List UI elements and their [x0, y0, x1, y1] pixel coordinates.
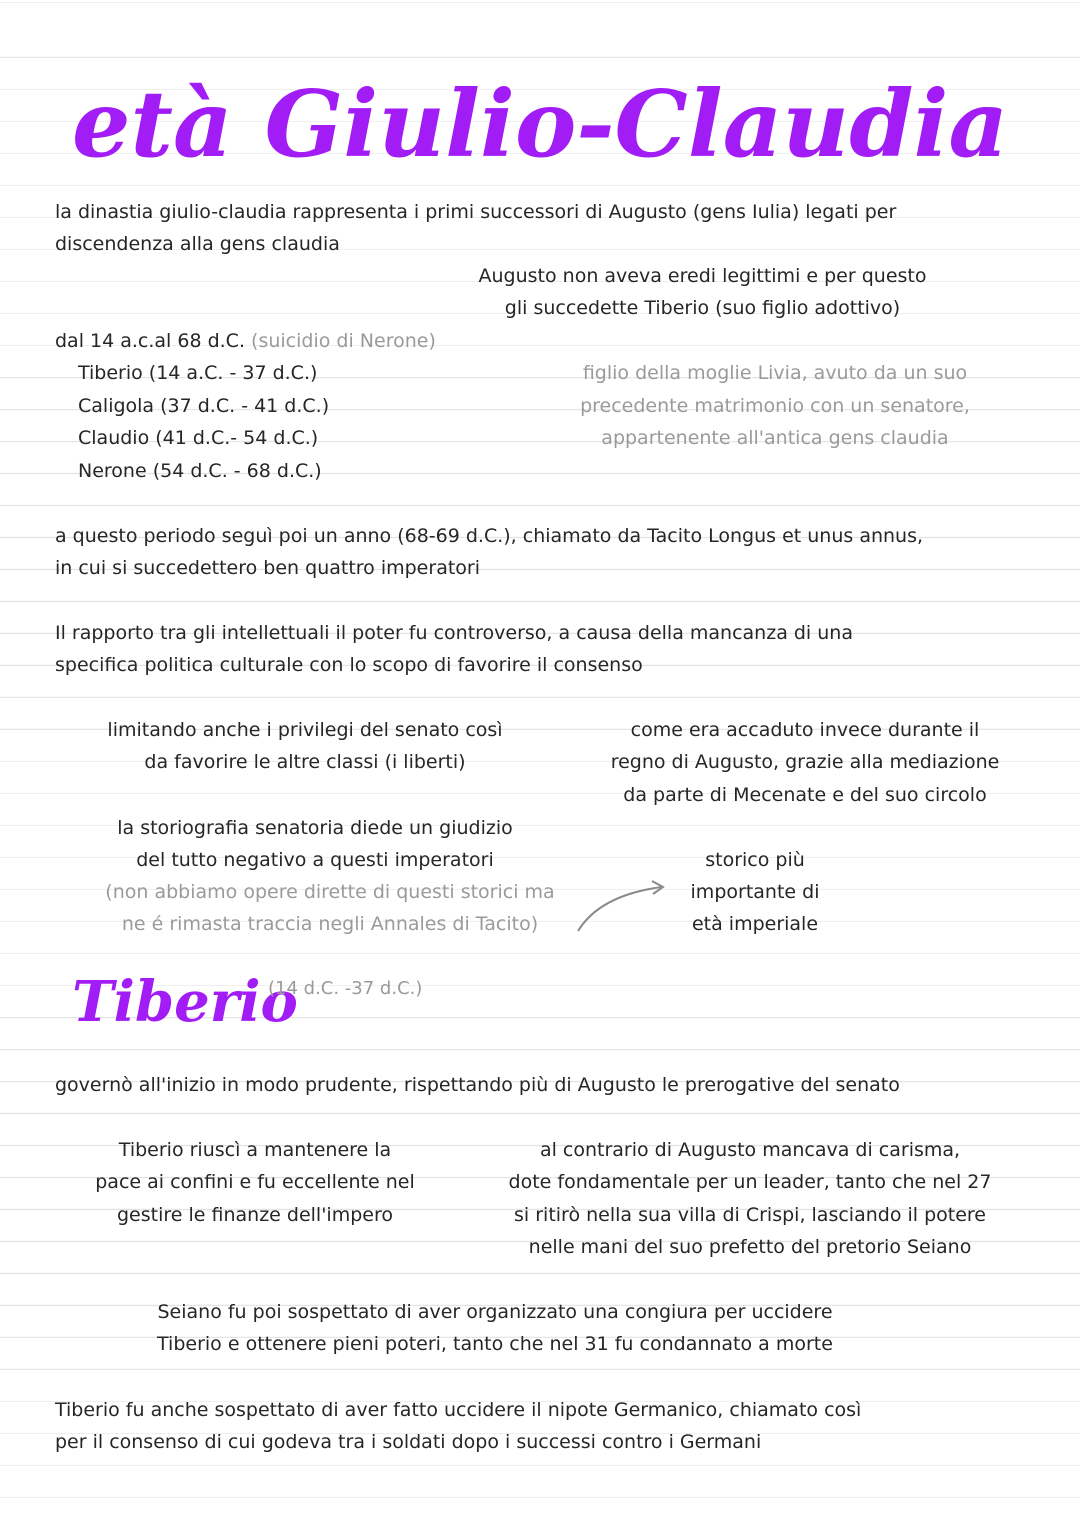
page-title: età Giulio-Claudia — [72, 70, 1009, 178]
emperor-nerone: Nerone (54 d.C. - 68 d.C.) — [78, 460, 322, 482]
tacito-note-line-2: importante di — [690, 881, 820, 903]
augusto-mediation-line-1: come era accaduto invece durante il — [630, 719, 980, 741]
arrow-icon — [570, 875, 670, 935]
privileges-line-1: limitando anche i privilegi del senato così — [107, 719, 503, 741]
augusto-mediation-line-2: regno di Augusto, grazie alla mediazione — [610, 751, 1000, 773]
emperor-tiberio: Tiberio (14 a.C. - 37 d.C.) — [78, 362, 318, 384]
historiography-note-line-1: (non abbiamo opere dirette di questi storici ma — [105, 881, 555, 903]
tiberio-pace-line-1: Tiberio riuscì a mantenere la — [118, 1139, 392, 1161]
tiberio-carisma-line-2: dote fondamentale per un leader, tanto che nel 27 — [508, 1171, 992, 1193]
augusto-note-line-2: gli succedette Tiberio (suo figlio adottivo) — [504, 297, 901, 319]
intro-line-2: discendenza alla gens claudia — [55, 233, 340, 255]
year-note-line-1: a questo periodo seguì poi un anno (68-69 d.C.), chiamato da Tacito Longus et unus annus, — [55, 525, 924, 547]
emperor-caligola: Caligola (37 d.C. - 41 d.C.) — [78, 395, 330, 417]
livia-note-line-2: precedente matrimonio con un senatore, — [580, 395, 970, 417]
intellectuals-line-2: specifica politica culturale con lo scopo di favorire il consenso — [55, 654, 643, 676]
seiano-line-2: Tiberio e ottenere pieni poteri, tanto che nel 31 fu condannato a morte — [157, 1333, 833, 1355]
historiography-note-line-2: ne é rimasta traccia negli Annales di Tacito) — [121, 913, 539, 935]
tiberio-governo: governò all'inizio in modo prudente, rispettando più di Augusto le prerogative del senato — [55, 1074, 900, 1096]
livia-note-line-3: appartenente all'antica gens claudia — [601, 427, 949, 449]
period-line — [55, 325, 436, 357]
tiberio-pace-line-2: pace ai confini e fu eccellente nel — [95, 1171, 415, 1193]
section-heading-tiberio: Tiberio — [72, 969, 298, 1035]
germanico-line-1: Tiberio fu anche sospettato di aver fatto uccidere il nipote Germanico, chiamato così — [55, 1399, 862, 1421]
historiography-line-1: la storiografia senatoria diede un giudizio — [117, 817, 513, 839]
year-note-line-2: in cui si succedettero ben quattro imperatori — [55, 557, 480, 579]
seiano-line-1: Seiano fu poi sospettato di aver organizzato una congiura per uccidere — [157, 1301, 833, 1323]
tiberio-dates: (14 d.C. -37 d.C.) — [268, 978, 423, 999]
augusto-mediation-line-3: da parte di Mecenate e del suo circolo — [623, 784, 987, 806]
tiberio-carisma-line-1: al contrario di Augusto mancava di carisma, — [539, 1139, 961, 1161]
augusto-note-line-1: Augusto non aveva eredi legittimi e per questo — [478, 265, 927, 287]
historiography-line-2: del tutto negativo a questi imperatori — [136, 849, 494, 871]
period-note: (suicidio di Nerone) — [251, 330, 436, 352]
livia-note-line-1: figlio della moglie Livia, avuto da un suo — [582, 362, 968, 384]
germanico-line-2: per il consenso di cui godeva tra i soldati dopo i successi contro i Germani — [55, 1431, 762, 1453]
tiberio-carisma-line-3: si ritirò nella sua villa di Crispi, lasciando il potere — [514, 1204, 986, 1226]
tacito-note-line-1: storico più — [705, 849, 805, 871]
tacito-note-line-3: età imperiale — [691, 913, 819, 935]
tiberio-carisma-line-4: nelle mani del suo prefetto del pretorio Seiano — [528, 1236, 972, 1258]
privileges-line-2: da favorire le altre classi (i liberti) — [144, 751, 466, 773]
period-range: dal 14 a.c.al 68 d.C. — [55, 330, 245, 352]
tiberio-pace-line-3: gestire le finanze dell'impero — [117, 1204, 393, 1226]
intro-line-1: la dinastia giulio-claudia rappresenta i primi successori di Augusto (gens Iulia) legati per — [55, 201, 897, 223]
intellectuals-line-1: Il rapporto tra gli intellettuali il poter fu controverso, a causa della mancanza di una — [55, 622, 853, 644]
emperor-claudio: Claudio (41 d.C.- 54 d.C.) — [78, 427, 319, 449]
